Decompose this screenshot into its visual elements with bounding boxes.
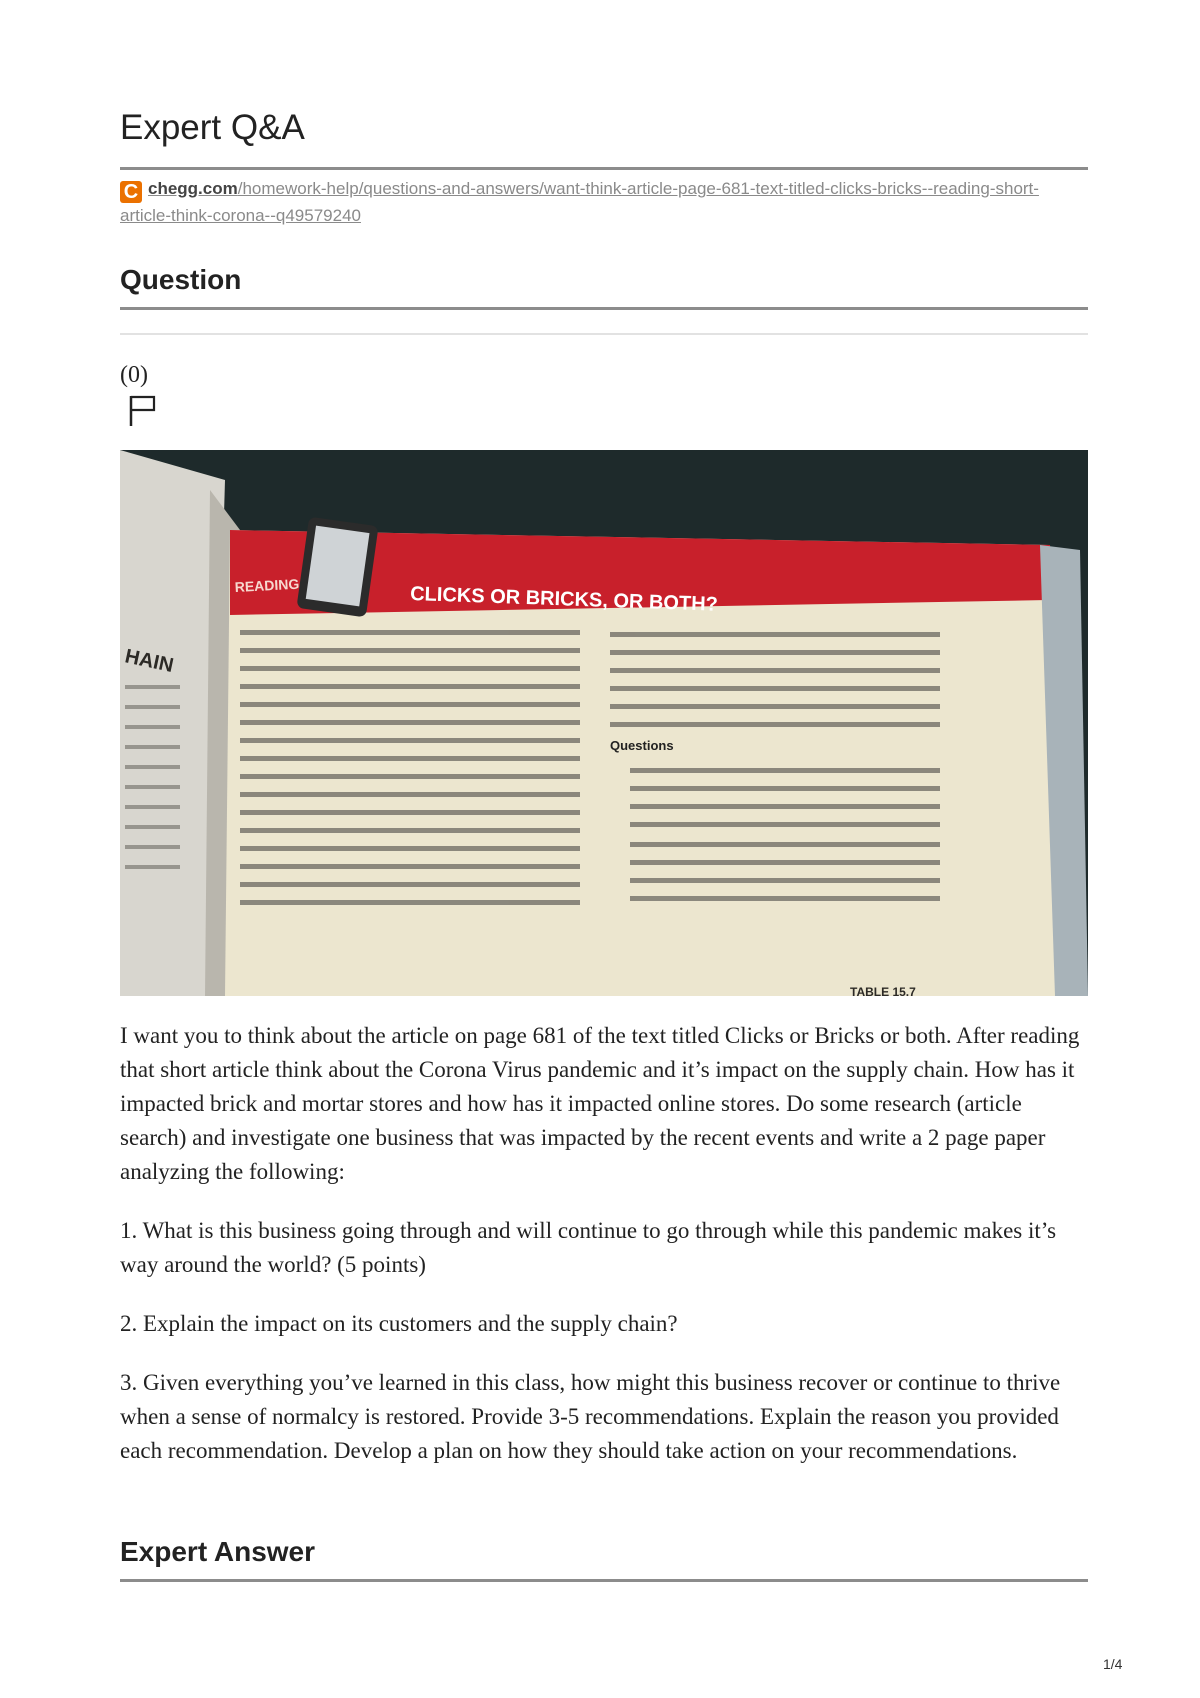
question-paragraph-4: 3. Given everything you’ve learned in this class, how might this business recover or continue to thrive when a sense of normalcy is restored. Provide 3-5 recommendations. Explain the reason you provided each recommendation. Develop a plan on how they should take action on your recommendations. [120, 1370, 1061, 1463]
banner-label: READING [234, 575, 300, 595]
textbook-photo-illustration [120, 450, 1088, 996]
textbook-photo [120, 450, 1088, 996]
question-paragraph-1: I want you to think about the article on page 681 of the text titled Clicks or Bricks or both. After reading that short article think about the Corona Virus pandemic and it’s impact on the supply chain. How has it impacted brick and mortar stores and how has it impacted online stores. Do some research (article search) and investigate one business that was impacted by the recent events and write a 2 page paper analyzing the following: [120, 1023, 1080, 1184]
source-url-link[interactable] [120, 179, 1039, 225]
expert-answer-heading: Expert Answer [120, 1536, 316, 1567]
side-heading: HAIN [122, 645, 176, 678]
question-paragraph-2: 1. What is this business going through and will continue to go through while this pandemic makes it’s way around the world? (5 points) [120, 1218, 1057, 1277]
answer-divider [120, 1579, 1088, 1582]
title-divider [120, 167, 1088, 170]
vote-count: (0) [120, 362, 148, 388]
source-path: /homework-help/questions-and-answers/want-think-article-page-681-text-titled-clicks-bricks--reading-short-article-think-corona--q49579240 [120, 179, 1039, 225]
page-title: Expert Q&A [120, 108, 305, 147]
question-heading: Question [120, 264, 242, 295]
source-domain: chegg.com [148, 179, 238, 198]
questions-heading: Questions [610, 738, 674, 753]
table-label: TABLE 15.7 [850, 985, 916, 996]
banner-title: CLICKS OR BRICKS, OR BOTH? [409, 583, 719, 616]
question-paragraph-3: 2. Explain the impact on its customers and the supply chain? [120, 1311, 678, 1336]
question-subdivider [120, 333, 1088, 335]
chegg-logo-icon: C [120, 181, 142, 203]
source-link-row [120, 176, 1088, 228]
question-divider [120, 307, 1088, 310]
page-number: 1/4 [1103, 1656, 1123, 1672]
flag-icon[interactable] [128, 394, 158, 428]
